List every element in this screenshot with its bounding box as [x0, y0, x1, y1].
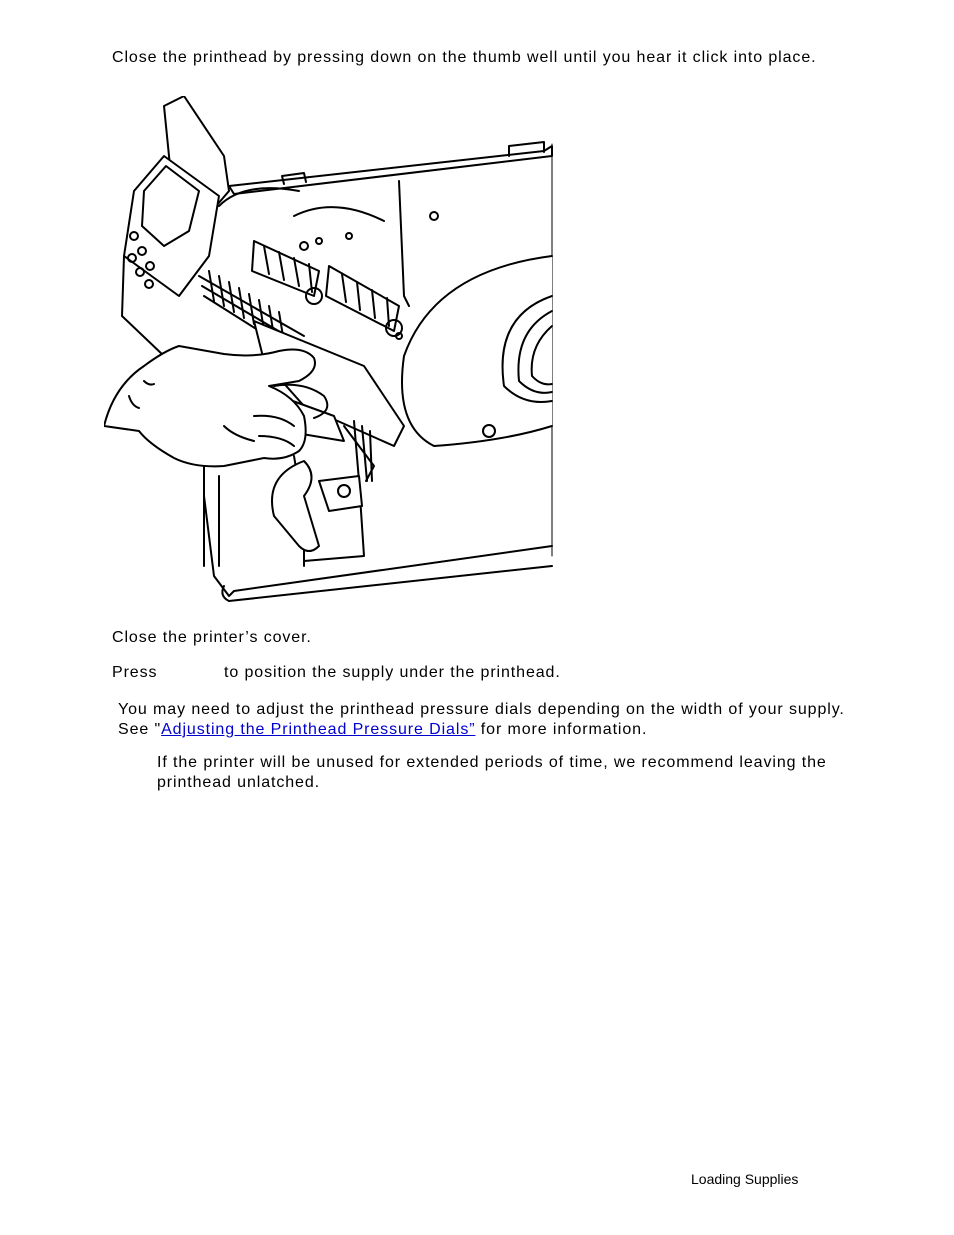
footer-section-title: Loading Supplies — [691, 1171, 799, 1187]
step-close-printhead: Close the printhead by pressing down on the thumb well until you hear it click into place. — [112, 49, 817, 66]
step-press-text: to position the supply under the printhead. — [224, 664, 561, 681]
printer-illustration — [104, 96, 556, 610]
step-close-cover: Close the printer’s cover. — [112, 629, 312, 646]
note-text-before: You may need to adjust the printhead pressure dials depending on the width of your supply. See " — [118, 701, 845, 738]
unlatched-tip: If the printer will be unused for extended periods of time, we recommend leaving the printhead unlatched. — [157, 754, 827, 791]
step-press-label: Press — [112, 664, 158, 681]
adjusting-printhead-pressure-dials-link[interactable]: Adjusting the Printhead Pressure Dials” — [161, 721, 476, 738]
pressure-dials-note — [118, 700, 858, 740]
note-text-after: for more information. — [475, 721, 648, 738]
